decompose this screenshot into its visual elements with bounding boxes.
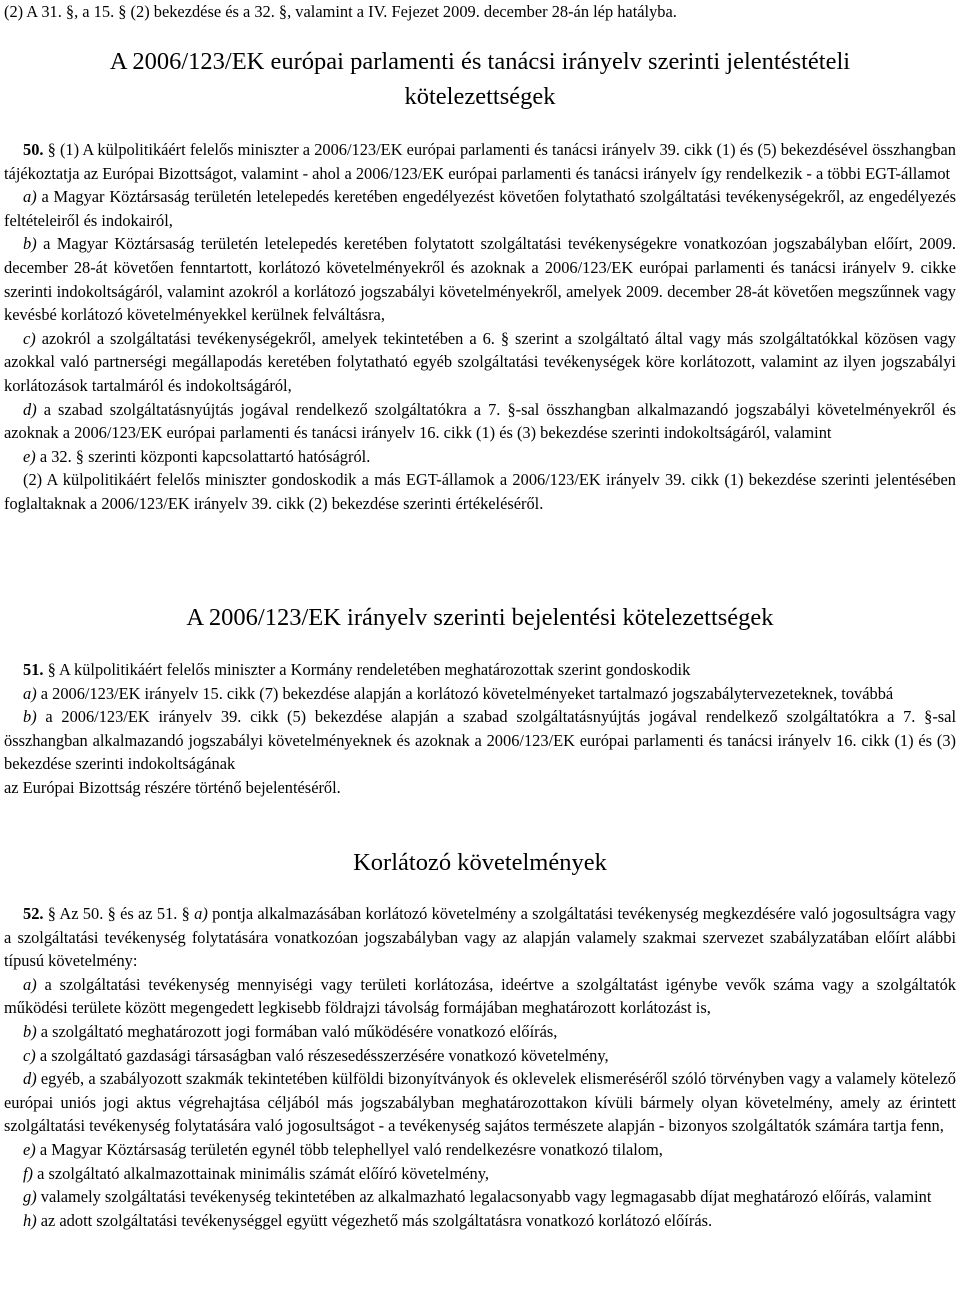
item-label: b) [23,234,37,254]
paragraph-51-text: § A külpolitikáért felelős miniszter a Kormány rendeletében meghatározottak szerint gondoskodik [43,660,691,679]
paragraph-52 [4,902,956,1232]
list-item [4,232,956,326]
paragraph-52-post: pontja alkalmazásában korlátozó követelmény a szolgáltatási tevékenység megkezdésére való jogosultságra vagy a szolgáltatási tevékenység folytatására vonatkozóan jogszabályban vagy az alapján valamely szakmai szervezet szabályzatában előírt alábbi típusú követelmény: [4,904,956,971]
item-text: a szabad szolgáltatásnyújtás jogával rendelkező szolgáltatókra a 7. §-sal összhangban alkalmazandó jogszabályi követelményekről és azoknak a 2006/123/EK európai parlamenti és tanácsi irányelv 16. cikk (1) és (3) bekezdése szerinti indokoltságáról, valamint [4,399,956,443]
list-item [4,705,956,776]
item-text: a szolgáltató meghatározott jogi formában való működésére vonatkozó előírás, [36,1021,558,1041]
list-item [4,682,956,706]
item-label: b) [23,707,37,727]
item-text: a Magyar Köztársaság területén egynél több telephellyel való rendelkezésre vonatkozó tilalom, [35,1139,663,1159]
item-text: a Magyar Köztársaság területén letelepedés keretében engedélyezést követően folytatható szolgáltatási tevékenységekről, az engedélyezés feltételeiről és indokairól, [4,187,956,230]
item-text: a szolgáltatási tevékenység mennyiségi vagy területi korlátozása, ideértve a szolgáltatást igénybe vevők száma vagy a szolgáltatók működési területe között megengedett legkisebb földrajzi távolság formájában meghatározott korlátozást is, [4,974,956,1018]
item-label: d) [23,399,37,419]
item-label: d) [23,1069,37,1089]
list-item [4,327,956,398]
paragraph-51-intro [4,658,956,682]
item-text: azokról a szolgáltatási tevékenységekről, amelyek tekintetében a 6. § szerint a szolgáltató által vagy más szolgáltatókkal közösen vagy azokkal való partnerségi megállapodás keretében folytatható egyéb szolgáltatási tevékenységek köre korlátozott, valamint az ilyen jogszabályi korlátozások tartalmáról és indokoltságáról, [4,328,956,395]
paragraph-52-pre: § Az 50. § és az 51. § [43,904,195,923]
section-title-line2: kötelezettségek [404,83,556,110]
item-label: c) [23,1045,36,1065]
paragraph-50-text: § (1) A külpolitikáért felelős miniszter a 2006/123/EK európai parlamenti és tanácsi irányelv 39. cikk (1) és (5) bekezdésével összhangban tájékoztatja az Európai Bizottságot, valamint - ahol a 2006/123/EK európai parlamenti és tanácsi irányelv így rendelkezik - a többi EGT-államot [4,140,956,183]
item-text: egyéb, a szabályozott szakmák tekintetében külföldi bizonyítványok és oklevelek elismeréséről szóló törvényben vagy a valamely kötelező európai uniós jogi aktus végrehajtása céljából más jogszabályban meghatározottakon kívüli bármely olyan követelmény, amely az érintett szolgáltatási tevékenység folytatására való jogosultságot - a tevékenység sajátos természete alapján - bizonyos szolgáltatók számára tartja fenn, [4,1069,956,1136]
list-item [4,1067,956,1138]
list-item [4,1162,956,1186]
section-title-restrictive: Korlátozó követelmények [353,849,607,876]
section-title-notification: A 2006/123/EK irányelv szerinti bejelentési kötelezettségek [186,604,774,631]
item-text: a szolgáltató alkalmazottainak minimális számát előíró követelmény, [33,1163,489,1183]
item-text: az adott szolgáltatási tevékenységgel együtt végezhető más szolgáltatásra vonatkozó korlátozó előírás. [36,1210,713,1230]
paragraph-50-2: (2) A külpolitikáért felelős miniszter gondoskodik a más EGT-államok a 2006/123/EK irányelv 39. cikk (1) bekezdése szerinti jelentésében foglaltaknak a 2006/123/EK irányelv 39. cikk (2) bekezdése szerinti értékeléséről. [4,470,956,513]
top-line: (2) A 31. §, a 15. § (2) bekezdése és a 32. §, valamint a IV. Fejezet 2009. december 28-án lép hatályba. [4,2,677,21]
item-label: a) [23,974,37,994]
paragraph-50 [4,138,956,516]
item-text: a 2006/123/EK irányelv 15. cikk (7) bekezdése alapján a korlátozó követelményeket tartalmazó jogszabálytervezeteknek, továbbá [36,683,894,703]
item-text: a 2006/123/EK irányelv 39. cikk (5) bekezdése alapján a szabad szolgáltatásnyújtás jogával rendelkező szolgáltatókra a 7. §-sal összhangban alkalmazandó jogszabályi követelményeknek és azoknak a 2006/123/EK európai parlamenti és tanácsi irányelv 16. cikk (1) és (3) bekezdése szerinti indokoltságának [4,707,956,774]
paragraph-52-intro [4,902,956,973]
item-text: a szolgáltató gazdasági társaságban való részesedésszerzésére vonatkozó követelmény, [35,1045,609,1065]
list-item [4,1020,956,1044]
item-label: f) [23,1163,34,1183]
paragraph-50-intro [4,138,956,185]
item-text: a Magyar Köztársaság területén letelepedés keretében folytatott szolgáltatási tevékenységekre vonatkozóan jogszabályban előírt, 2009. december 28-át követően fenntartott, korlátozó követelményekről és azoknak a 2006/123/EK európai parlamenti és tanácsi irányelv 9. cikke szerinti indokoltságáról, valamint azokról a korlátozó jogszabályi követelményekről, amelyek 2009. december 28-át követően megszűnnek vagy kevésbé korlátozó követelményekkel kerülnek felváltásra, [4,234,956,325]
paragraph-52-number: 52. [23,904,44,923]
list-item [4,1044,956,1068]
paragraph-52-label: a) [194,904,208,923]
item-label: c) [23,328,36,348]
list-item [4,1209,956,1233]
item-label: a) [23,683,37,703]
item-label: a) [23,187,37,207]
paragraph-50-number: 50. [23,140,44,159]
list-item [4,445,956,469]
item-label: h) [23,1210,37,1230]
item-text: a 32. § szerinti központi kapcsolattartó hatóságról. [35,446,371,466]
list-item [4,973,956,1020]
item-text: valamely szolgáltatási tevékenység tekintetében az alkalmazható legalacsonyabb vagy legmagasabb díjat meghatározó előírás, valamint [36,1187,932,1207]
section-title-reporting [0,44,960,114]
item-label: b) [23,1021,37,1041]
list-item [4,185,956,232]
paragraph-51 [4,658,956,800]
item-label: e) [23,446,36,466]
list-item [4,1185,956,1209]
item-label: g) [23,1187,37,1207]
paragraph-51-closing: az Európai Bizottság részére történő bejelentéséről. [4,777,341,797]
item-label: e) [23,1139,36,1159]
section-title-line1: A 2006/123/EK európai parlamenti és tanácsi irányelv szerinti jelentéstételi [109,48,851,75]
list-item [4,1138,956,1162]
list-item [4,398,956,445]
paragraph-51-number: 51. [23,660,44,679]
